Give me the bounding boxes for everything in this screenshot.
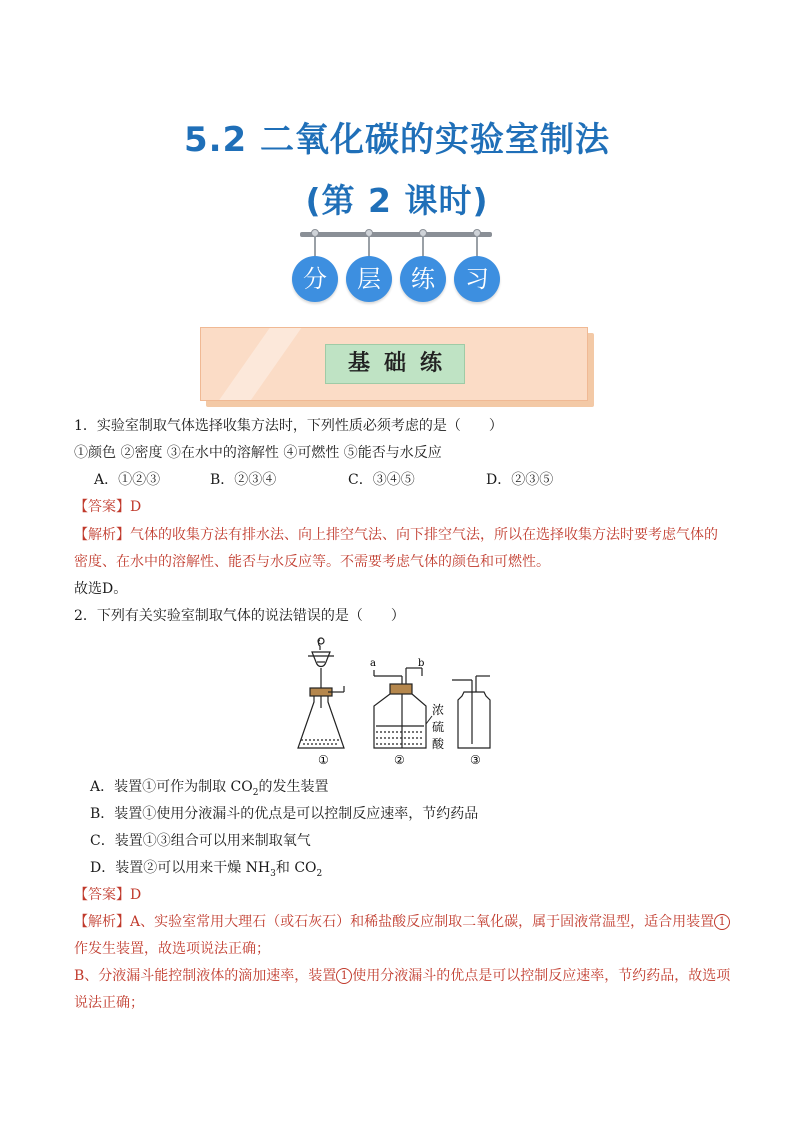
- circled-number: 1: [336, 968, 352, 984]
- page-title: 5.2 二氧化碳的实验室制法: [183, 120, 611, 160]
- q1-option-a: A．①②③: [94, 472, 161, 488]
- rail-tick: [476, 236, 478, 258]
- q1-answer: D: [130, 499, 142, 515]
- caption-1: ①: [318, 753, 329, 767]
- apparatus-1: [298, 638, 344, 748]
- q1-stem: 1．实验室制取气体选择收集方法时，下列性质必须考虑的是（ ）: [74, 418, 503, 434]
- caption-3: ③: [470, 753, 481, 767]
- banner-label: 基础练: [325, 344, 465, 384]
- q2-answer: D: [130, 887, 142, 903]
- q1-option-d: D．②③⑤: [486, 472, 554, 488]
- answer-tag: 【答案】: [74, 887, 130, 903]
- q1-properties: ①颜色 ②密度 ③在水中的溶解性 ④可燃性 ⑤能否与水反应: [74, 445, 442, 461]
- q2-explain-b-text: B、分液漏斗能控制液体的滴加速率，装置: [74, 968, 337, 984]
- q2-explain-a-text: A、实验室常用大理石（或石灰石）和稀盐酸反应制取二氧化碳，属于固液常温型，适合用装置: [130, 914, 715, 930]
- circled-number: 1: [714, 914, 730, 930]
- label-b: b: [418, 658, 425, 669]
- q2-option-c: C．装置①③组合可以用来制取氧气: [90, 833, 311, 849]
- q1-explain-text: 气体的收集方法有排水法、向上排空气法、向下排空气法，所以在选择收集方法时要考虑气体的: [130, 527, 718, 543]
- q2-answer-line: [74, 885, 734, 905]
- banner-gloss: [206, 327, 302, 401]
- q2-explain-b-tail: 使用分液漏斗的优点是可以控制反应速率，节约药品，故选项: [352, 968, 731, 984]
- page-subtitle: (第 2 课时): [305, 181, 489, 220]
- q2-option-a: [90, 777, 750, 803]
- acid-label-2: 硫: [432, 720, 445, 734]
- q2-option-d-text: D．装置②可以用来干燥 NH: [90, 860, 271, 876]
- bubble-lian: 练: [400, 256, 446, 302]
- q2-option-a-sub: 2: [252, 787, 259, 798]
- apparatus-2: [374, 668, 426, 748]
- rail-tick: [314, 236, 316, 258]
- q2-stem: 2．下列有关实验室制取气体的说法错误的是（ ）: [74, 608, 405, 624]
- decorative-rail: [300, 232, 492, 237]
- acid-label-1: 浓: [432, 703, 445, 717]
- bubble-xi: 习: [454, 256, 500, 302]
- q2-option-d: [90, 858, 750, 884]
- q1-option-c: C．③④⑤: [348, 472, 415, 488]
- q2-explain-b-line2: 说法正确；: [74, 995, 144, 1011]
- q1-answer-line: [74, 497, 734, 517]
- q2-option-a-tail: 的发生装置: [258, 779, 329, 795]
- bubble-fen: 分: [292, 256, 338, 302]
- acid-label-3: 酸: [432, 737, 445, 751]
- q2-option-b: B．装置①使用分液漏斗的优点是可以控制反应速率，节约药品: [90, 806, 479, 822]
- q2-option-a-text: A．装置①可作为制取 CO: [90, 779, 253, 795]
- explain-tag: 【解析】: [74, 914, 130, 930]
- q2-explain-a-line2: 作发生装置，故选项说法正确；: [74, 941, 270, 957]
- q2-explain-a-line1: [74, 912, 734, 932]
- caption-2: ②: [394, 753, 405, 767]
- explain-tag: 【解析】: [74, 527, 130, 543]
- apparatus-3: [452, 676, 490, 748]
- q2-explain-b-line1: [74, 966, 734, 986]
- bubble-ceng: 层: [346, 256, 392, 302]
- q1-conclusion: 故选D。: [74, 581, 128, 597]
- rail-tick: [368, 236, 370, 258]
- q1-explain-line1: [74, 525, 734, 545]
- rail-tick: [422, 236, 424, 258]
- q2-option-d-mid: 和 CO: [275, 860, 317, 876]
- q2-option-d-sub2: 2: [316, 868, 323, 879]
- q2-option-d-sub1: 3: [270, 868, 276, 879]
- answer-tag: 【答案】: [74, 499, 130, 515]
- q1-explain-line2: 密度、在水中的溶解性、能否与水反应等。不需要考虑气体的颜色和可燃性。: [74, 554, 550, 570]
- q1-option-b: B．②③④: [210, 472, 277, 488]
- apparatus-figure: [290, 636, 510, 772]
- section-banner: [200, 327, 588, 401]
- label-a: a: [370, 658, 376, 669]
